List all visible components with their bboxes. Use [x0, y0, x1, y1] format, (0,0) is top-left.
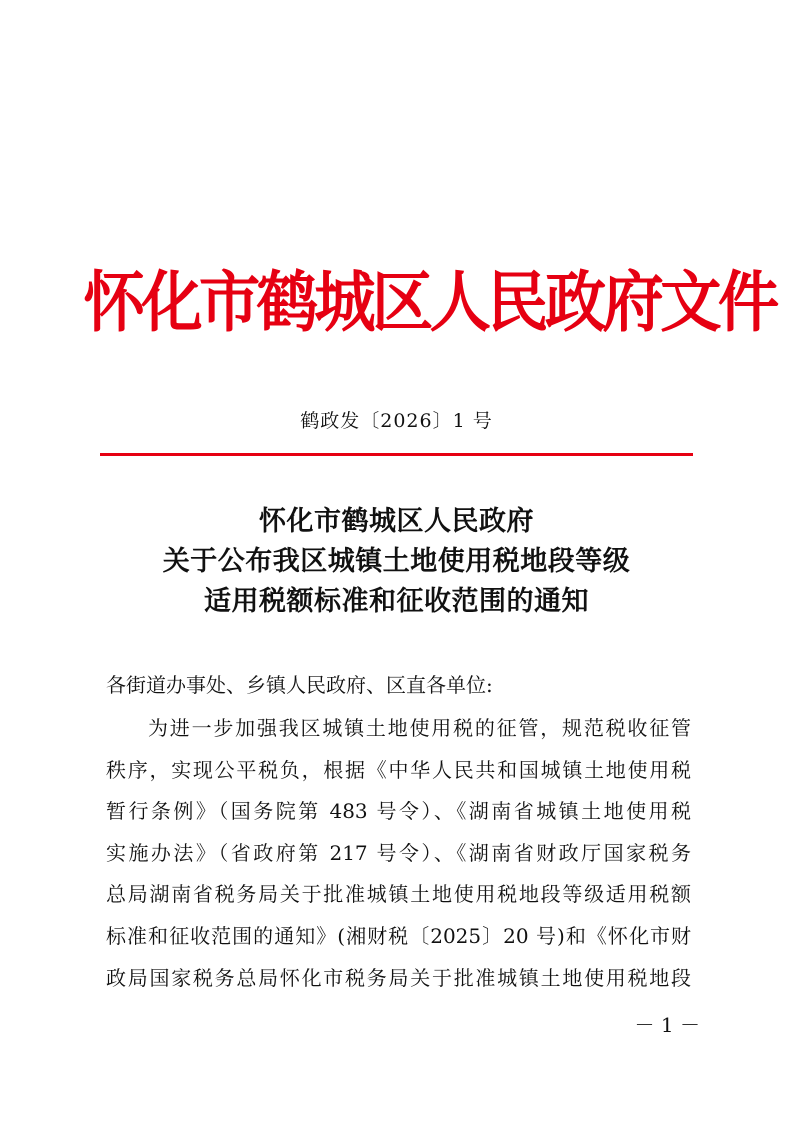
body-line: 实施办法》（省政府第 217 号令）、《湖南省财政厅国家税务 — [106, 840, 691, 865]
title-line-3: 适用税额标准和征收范围的通知 — [204, 586, 589, 617]
body-line: 暂行条例》（国务院第 483 号令）、《湖南省城镇土地使用税 — [106, 799, 691, 824]
title-line-1: 怀化市鹤城区人民政府 — [259, 506, 534, 537]
body-line: 标准和征收范围的通知》(湘财税〔2025〕20 号)和《怀化市财 — [106, 923, 691, 948]
body-paragraph — [106, 708, 691, 999]
body-line: 为进一步加强我区城镇土地使用税的征管，规范税收征管 — [148, 716, 691, 740]
body-line: 秩序，实现公平税负，根据《中华人民共和国城镇土地使用税 — [106, 757, 691, 782]
red-divider-line — [100, 453, 693, 456]
body-line: 政局国家税务总局怀化市税务局关于批准城镇土地使用税地段 — [106, 965, 691, 990]
document-number: 鹤政发〔2026〕1 号 — [300, 410, 493, 432]
page-number: － 1 － — [634, 1013, 700, 1037]
addressee-line: 各街道办事处、乡镇人民政府、区直各单位: — [106, 673, 493, 697]
title-line-2: 关于公布我区城镇土地使用税地段等级 — [162, 546, 631, 577]
document-masthead: 怀化市鹤城区人民政府文件 — [83, 264, 776, 341]
body-line: 总局湖南省税务局关于批准城镇土地使用税地段等级适用税额 — [106, 882, 691, 907]
document-title — [0, 502, 793, 622]
